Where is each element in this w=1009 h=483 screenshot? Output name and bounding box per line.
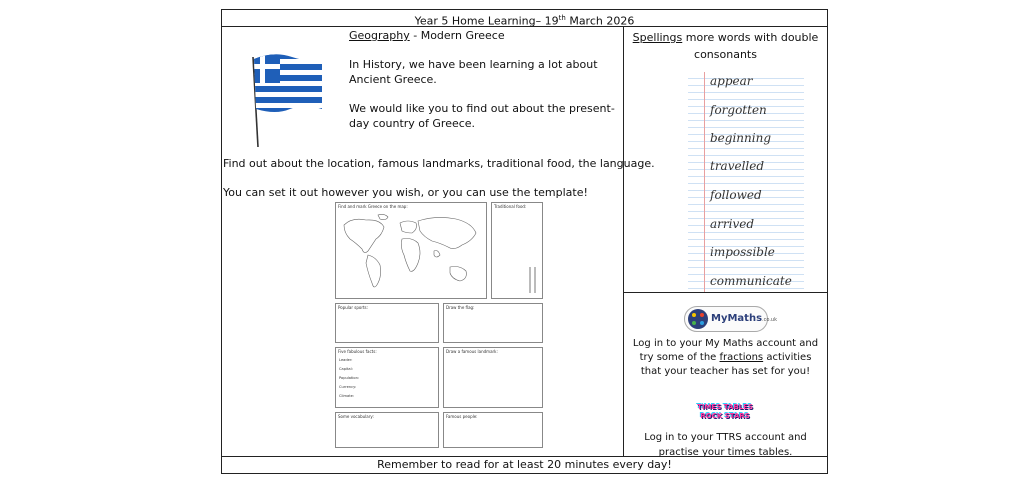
mymaths-instructions: Log in to your My Maths account and try some of the fractions activities that your teacher has set for you! <box>632 338 819 377</box>
present-day-paragraph: We would like you to find out about the present-day country of Greece. <box>349 102 615 130</box>
title-suffix: March 2026 <box>565 14 635 28</box>
vocab-label: Some vocabulary: <box>338 414 374 419</box>
page-title <box>222 10 827 27</box>
fact-population: Population: <box>339 376 360 380</box>
flag-label: Draw the flag: <box>446 305 475 310</box>
facts-label: Five fabulous facts: <box>338 349 377 354</box>
geography-panel <box>222 27 655 457</box>
spelling-word: impossible <box>710 245 775 259</box>
spelling-word: arrived <box>710 217 755 231</box>
spelling-word: appear <box>710 74 753 88</box>
mymaths-logo <box>684 306 777 332</box>
mymaths-grid-icon <box>688 309 708 329</box>
five-facts-box <box>335 347 439 408</box>
traditional-food-box <box>491 202 543 299</box>
fractions-link-text: fractions <box>719 352 764 363</box>
fact-leader: Leader: <box>339 358 353 362</box>
draw-flag-box <box>443 303 543 343</box>
home-learning-sheet <box>221 9 828 474</box>
map-label: Find and mark Greece on the map: <box>338 204 408 209</box>
right-panel <box>624 27 827 457</box>
handwriting-paper <box>688 72 804 292</box>
title-superscript: th <box>558 14 566 22</box>
sports-label: Popular sports: <box>338 305 368 310</box>
paper-margin-line <box>704 72 705 292</box>
fact-climate: Climate: <box>339 394 355 398</box>
subject-label: Geography <box>349 29 410 42</box>
ttrs-instructions: Log in to your TTRS account and practise your times tables. <box>644 432 807 458</box>
spelling-word: communicate <box>710 274 792 288</box>
greek-flag-image <box>244 43 324 149</box>
spelling-word: travelled <box>710 159 765 173</box>
facts-list <box>339 356 359 401</box>
mymaths-logo-text: MyMaths.co.uk <box>711 313 777 324</box>
spelling-word: beginning <box>710 131 772 145</box>
cutlery-icon <box>528 265 538 295</box>
map-box <box>335 202 487 299</box>
spellings-panel <box>624 27 827 293</box>
famous-people-box <box>443 412 543 448</box>
people-label: Famous people: <box>446 414 478 419</box>
popular-sports-box <box>335 303 439 343</box>
title-prefix: Year 5 Home Learning– 19 <box>414 14 559 28</box>
vocabulary-box <box>335 412 439 448</box>
history-paragraph: In History, we have been learning a lot about Ancient Greece. <box>349 58 598 86</box>
fact-capital: Capital: <box>339 367 353 371</box>
geography-heading <box>349 28 621 43</box>
famous-landmark-box <box>443 347 543 408</box>
topic-label: - Modern Greece <box>409 29 505 42</box>
landmark-label: Draw a famous landmark: <box>446 349 498 354</box>
food-label: Traditional food: <box>494 204 527 209</box>
layout-note: You can set it out however you wish, or you can use the template! <box>223 186 588 199</box>
greece-template-preview <box>335 202 543 450</box>
reading-reminder: Remember to read for at least 20 minutes every day! <box>222 456 827 473</box>
spelling-word: followed <box>710 188 762 202</box>
task-instructions: Find out about the location, famous landmarks, traditional food, the language. <box>223 157 655 170</box>
fact-currency: Currency: <box>339 385 357 389</box>
spellings-label: Spellings <box>632 31 683 44</box>
world-map-image <box>338 211 484 297</box>
spellings-heading <box>624 29 827 63</box>
spellings-heading-rest: more words with double consonants <box>682 31 819 61</box>
maths-panel <box>624 293 827 457</box>
spelling-word: forgotten <box>710 103 767 117</box>
ttrs-logo: TIMES TABLES ROCK STARS <box>697 403 753 420</box>
geography-intro <box>349 28 621 145</box>
